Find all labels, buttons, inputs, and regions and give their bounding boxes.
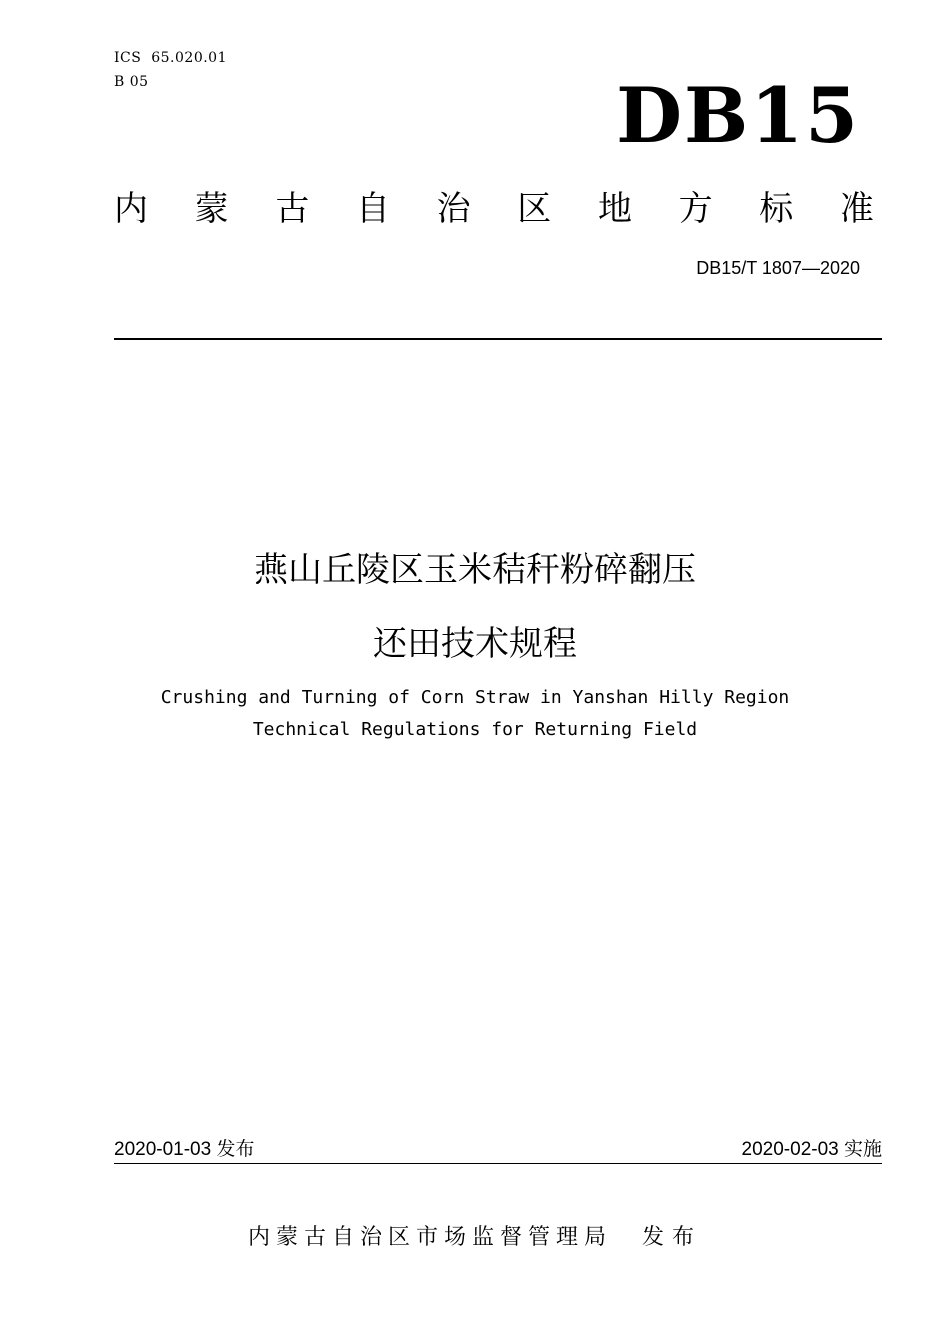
issuer-organization: 内蒙古自治区市场监督管理局: [247, 1225, 612, 1250]
ics-code: ICS 65.020.01: [114, 50, 227, 66]
category-char: 古: [275, 189, 310, 229]
category-char: 区: [517, 189, 552, 229]
standard-logo: DB15: [616, 71, 860, 160]
title-zh-line-1: 燕山丘陵区玉米秸秆粉碎翻压: [254, 550, 696, 590]
category-char: 内: [114, 189, 148, 229]
title-en-line-2: Technical Regulations for Returning Field: [252, 719, 698, 740]
category-char: 地: [597, 189, 632, 229]
top-divider: [114, 338, 882, 340]
title-en-line-1: Crushing and Turning of Corn Straw in Yanshan Hilly Region: [160, 687, 790, 708]
category-char: 准: [839, 189, 874, 229]
ccs-code: B 05: [114, 74, 149, 90]
issue-date: 2020-01-03 发布: [114, 1139, 255, 1160]
standard-number: DB15/T 1807—2020: [696, 258, 860, 278]
title-zh-line-2: 还田技术规程: [373, 624, 577, 664]
category-char: 治: [436, 189, 471, 229]
category-char: 自: [355, 189, 390, 229]
implementation-date: 2020-02-03 实施: [741, 1139, 882, 1160]
standard-category: [114, 186, 874, 232]
issuer-block: [0, 1222, 950, 1254]
category-char: 蒙: [194, 189, 229, 229]
bottom-divider: [114, 1163, 882, 1164]
category-char: 标: [759, 189, 794, 229]
issuer-action: 发布: [642, 1225, 703, 1250]
category-char: 方: [678, 189, 713, 229]
